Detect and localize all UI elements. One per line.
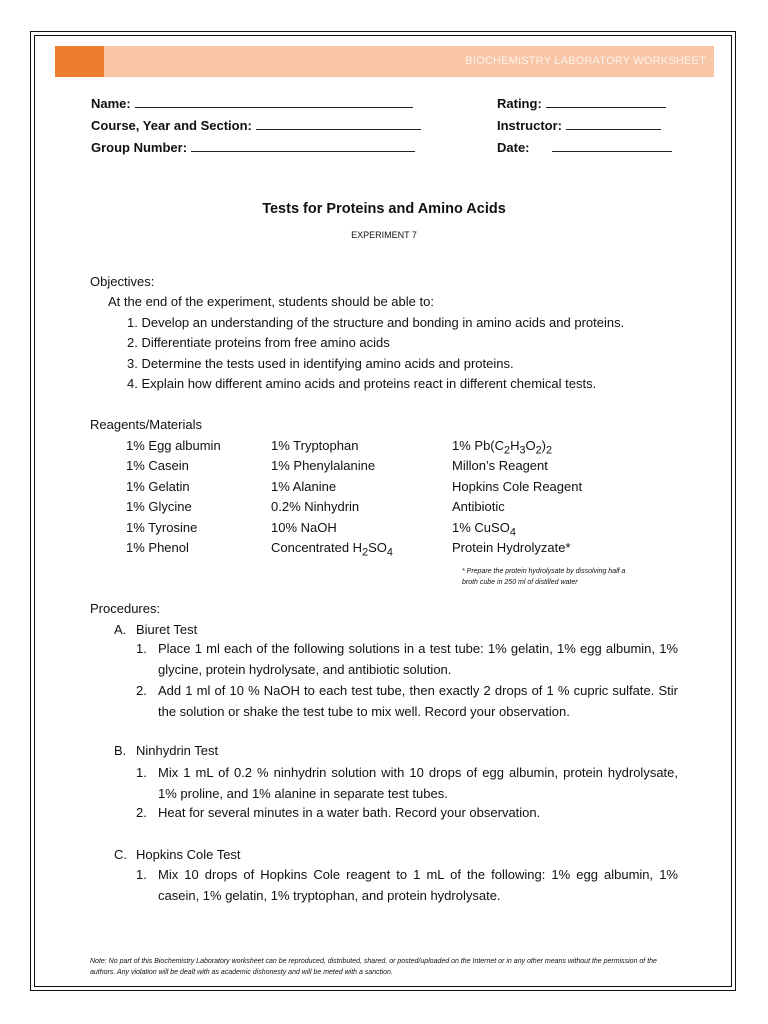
reagent-item: Antibiotic	[452, 499, 505, 514]
reagent-item: 1% Egg albumin	[126, 438, 221, 453]
reagents-heading: Reagents/Materials	[90, 417, 202, 432]
reagent-item: Hopkins Cole Reagent	[452, 479, 583, 494]
step-text: Mix 1 mL of 0.2 % ninhydrin solution with 10 drops of egg albumin, protein hydrolysate, 1% proline, and 1% alanine in separate test tubes.	[158, 765, 678, 801]
name-field	[91, 96, 413, 111]
objective-item: 3. Determine the tests used in identifying amino acids and proteins.	[127, 356, 514, 371]
name-label: Name:	[91, 96, 131, 111]
instructor-field	[497, 118, 661, 133]
page-title: Tests for Proteins and Amino Acids	[262, 201, 506, 217]
instructor-blank[interactable]	[566, 118, 661, 130]
reagent-item: 1% Alanine	[271, 479, 337, 494]
reagent-item: 1% Glycine	[126, 499, 192, 514]
objectives-intro: At the end of the experiment, students should be able to:	[108, 294, 434, 309]
reagent-item-lead-acetate: 1% $Pb(C_2H_3O_2)_2$	[452, 438, 553, 457]
procedure-b-title: Ninhydrin Test	[136, 743, 219, 758]
procedure-a-label: A.	[114, 622, 127, 637]
banner-title: BIOCHEMISTRY LABORATORY WORKSHEET	[465, 55, 706, 67]
group-label: Group Number:	[91, 140, 188, 155]
header-banner	[55, 46, 714, 77]
procedure-b-label: B.	[114, 743, 127, 758]
reagent-item: Millon’s Reagent	[452, 458, 548, 473]
procedure-c-label: C.	[114, 847, 127, 862]
step-text: Mix 10 drops of Hopkins Cole reagent to 1 mL of the following: 1% egg albumin, 1% casein, 1% gelatin, 1% tryptophan, and protein hydrolysate.	[158, 867, 678, 903]
reagent-item: 1% Tyrosine	[126, 520, 198, 535]
objective-item: 4. Explain how different amino acids and proteins react in different chemical tests.	[127, 376, 597, 391]
rating-blank[interactable]	[546, 96, 666, 108]
reagent-item: 1% Phenol	[126, 540, 189, 555]
date-field	[497, 140, 672, 155]
course-blank[interactable]	[256, 118, 421, 130]
experiment-number: EXPERIMENT 7	[351, 230, 417, 240]
date-blank[interactable]	[552, 140, 672, 152]
reagent-item-cuso4: 1% CuSO$_4$	[452, 520, 516, 539]
reagent-item: 10% NaOH	[271, 520, 337, 535]
course-label: Course, Year and Section:	[91, 118, 252, 133]
date-label: Date:	[497, 140, 530, 155]
hydrolysate-note-line1: * Prepare the protein hydrolysate by dissolving half a	[462, 568, 626, 575]
group-blank[interactable]	[191, 140, 415, 152]
hydrolysate-note-line2: broth cube in 250 ml of distilled water	[462, 579, 578, 586]
rating-label: Rating:	[497, 96, 542, 111]
reagent-item: 1% Phenylalanine	[271, 458, 376, 473]
step-number: 2.	[136, 805, 147, 820]
course-field	[91, 118, 421, 133]
step-text: Add 1 ml of 10 % NaOH to each test tube, then exactly 2 drops of 1 % cupric sulfate. Stir the solution or shake the test tube to mix well. Record your observation.	[158, 683, 678, 719]
instructor-label: Instructor:	[497, 118, 562, 133]
reagent-item: 0.2% Ninhydrin	[271, 499, 360, 514]
reagent-item: 1% Casein	[126, 458, 189, 473]
procedures-heading: Procedures:	[90, 601, 161, 616]
objectives-heading: Objectives:	[90, 274, 155, 289]
step-number: 2.	[136, 683, 147, 698]
procedure-c-title: Hopkins Cole Test	[136, 847, 241, 862]
objective-item: 2. Differentiate proteins from free amino acids	[127, 335, 390, 350]
banner-accent-block	[55, 46, 104, 77]
name-blank[interactable]	[135, 96, 413, 108]
group-field	[91, 140, 415, 155]
step-number: 1.	[136, 641, 147, 656]
step-number: 1.	[136, 867, 147, 882]
reagent-item-h2so4: Concentrated $H_2SO_4$	[271, 540, 393, 559]
reagent-item: 1% Gelatin	[126, 479, 190, 494]
step-text: Place 1 ml each of the following solutions in a test tube: 1% gelatin, 1% egg albumin, 1% glycine, protein hydrolysate, and antibiotic solution.	[158, 641, 678, 677]
copyright-note: Note: No part of this Biochemistry Laboratory worksheet can be reproduced, distributed, shared, or posted/uploaded on the Internet or in any other means without the permission of the authors. Any violation will be dealt with as academic dishonesty and will be meted with a sanction.	[90, 958, 657, 976]
step-text: Heat for several minutes in a water bath. Record your observation.	[158, 805, 541, 820]
objective-item: 1. Develop an understanding of the structure and bonding in amino acids and proteins.	[127, 315, 625, 330]
rating-field	[497, 96, 666, 111]
procedure-a-title: Biuret Test	[136, 622, 198, 637]
step-number: 1.	[136, 765, 147, 780]
reagent-item: 1% Tryptophan	[271, 438, 359, 453]
reagent-item: Protein Hydrolyzate*	[452, 540, 571, 555]
